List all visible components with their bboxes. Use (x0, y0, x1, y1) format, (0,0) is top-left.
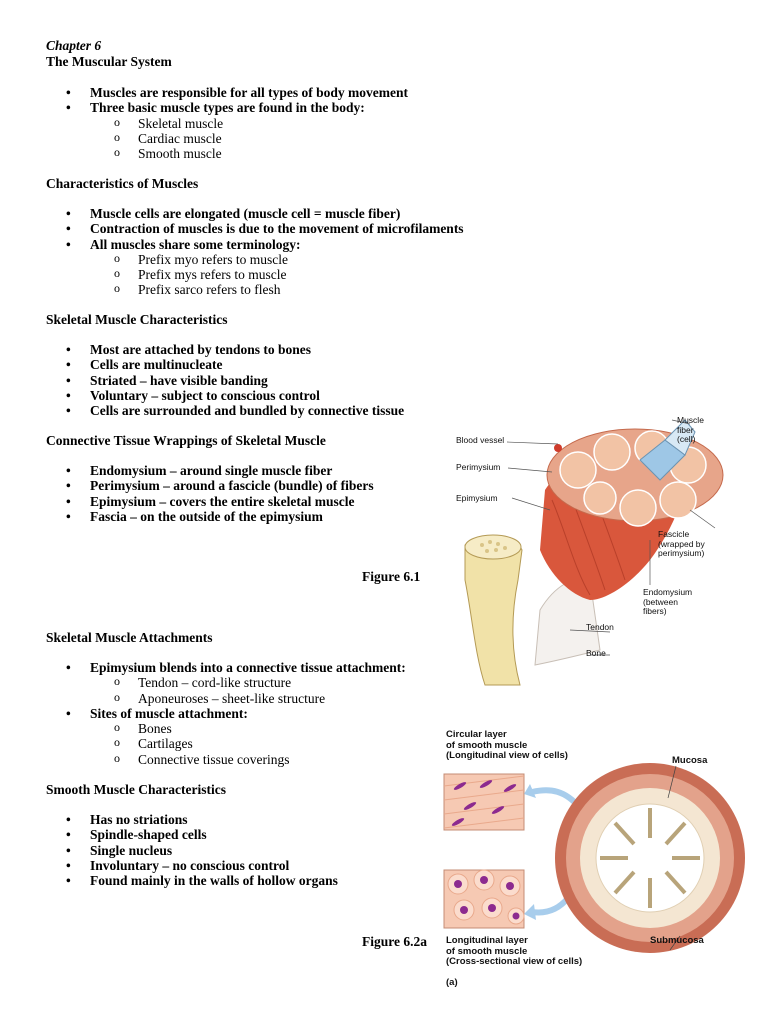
sub-list-item: o Smooth muscle (114, 146, 408, 161)
label-line: Muscle (677, 415, 704, 425)
figure-6-1 (440, 410, 760, 690)
label-panel-a: (a) (446, 977, 458, 988)
label-line: (between (643, 596, 678, 607)
list-item: • Muscles are responsible for all types of body movement (66, 85, 408, 100)
sub-list-item: o Cartilages (114, 736, 406, 751)
label-longitudinal-layer (446, 936, 582, 968)
list-item (66, 237, 464, 298)
figure-6-2a-caption: Figure 6.2a (362, 934, 427, 949)
list-item (66, 660, 406, 706)
list-item: • Cells are multinucleate (66, 357, 404, 372)
list-item-text: Epimysium blends into a connective tissue attachment: (90, 660, 406, 675)
list-item: • Found mainly in the walls of hollow organs (66, 873, 338, 888)
page-title: The Muscular System (46, 54, 172, 69)
skeletal-list (66, 342, 404, 418)
list-item (66, 706, 406, 767)
label-line: fibers) (643, 606, 667, 616)
list-item: • Fascia – on the outside of the epimysium (66, 509, 374, 524)
intro-list (66, 85, 408, 161)
list-item: • Has no striations (66, 812, 338, 827)
figure-6-1-caption: Figure 6.1 (362, 569, 421, 584)
sub-list-item: o Cardiac muscle (114, 131, 408, 146)
label-line: (Longitudinal view of cells) (446, 750, 568, 761)
list-item: • Involuntary – no conscious control (66, 858, 338, 873)
label-line: Endomysium (643, 587, 693, 597)
label-blood-vessel: Blood vessel (456, 435, 505, 445)
list-item-text: Three basic muscle types are found in the body: (90, 100, 365, 116)
list-item: • Spindle-shaped cells (66, 827, 338, 842)
section-heading-characteristics: Characteristics of Muscles (46, 176, 199, 191)
sub-list-item: o Prefix mys refers to muscle (114, 267, 464, 282)
label-line: perimysium) (658, 548, 705, 558)
label-circular-layer (446, 730, 568, 762)
list-item: • Epimysium – covers the entire skeletal muscle (66, 494, 374, 509)
label-line: Fascicle (658, 529, 690, 539)
list-item: • Cells are surrounded and bundled by connective tissue (66, 403, 404, 418)
sub-list-item: o Bones (114, 721, 406, 736)
sub-list-item: o Prefix myo refers to muscle (114, 252, 464, 267)
label-epimysium: Epimysium (456, 493, 498, 503)
attachment-sites-list (90, 721, 406, 767)
figure-6-2a (440, 728, 760, 996)
list-item: • Striated – have visible banding (66, 373, 404, 388)
list-item: • Single nucleus (66, 843, 338, 858)
chapter-label: Chapter 6 (46, 38, 102, 53)
section-heading-wrappings: Connective Tissue Wrappings of Skeletal Muscle (46, 433, 326, 448)
muscle-types-list (90, 116, 408, 162)
section-heading-smooth: Smooth Muscle Characteristics (46, 782, 226, 797)
label-bone: Bone (586, 648, 606, 658)
wrappings-list (66, 463, 374, 524)
label-line: Circular layer (446, 729, 507, 740)
section-heading-attachments: Skeletal Muscle Attachments (46, 630, 213, 645)
terminology-list (90, 252, 464, 298)
label-line: of smooth muscle (446, 739, 528, 751)
sub-list-item: o Skeletal muscle (114, 116, 408, 131)
label-line: (cell) (677, 434, 696, 444)
section-heading-skeletal: Skeletal Muscle Characteristics (46, 312, 228, 327)
smooth-list (66, 812, 338, 888)
label-submucosa: Submucosa (650, 935, 704, 946)
list-item: • Muscle cells are elongated (muscle cell = muscle fiber) (66, 206, 464, 221)
list-item (66, 100, 408, 161)
label-line: fiber (677, 424, 694, 435)
characteristics-list (66, 206, 464, 298)
label-mucosa: Mucosa (672, 755, 708, 766)
label-perimysium: Perimysium (456, 462, 501, 472)
list-item-text: All muscles share some terminology: (90, 236, 301, 252)
list-item: • Endomysium – around single muscle fiber (66, 463, 374, 478)
sub-list-item: o Connective tissue coverings (114, 752, 406, 767)
list-item: • Most are attached by tendons to bones (66, 342, 404, 357)
label-line: of smooth muscle (446, 945, 528, 957)
attachments-list (66, 660, 406, 767)
list-item: • Voluntary – subject to conscious control (66, 388, 404, 403)
label-endomysium (643, 588, 692, 617)
label-muscle-fiber (677, 416, 704, 445)
sub-list-item: o Tendon – cord-like structure (114, 675, 406, 690)
sub-list-item: o Aponeuroses – sheet-like structure (114, 691, 406, 706)
label-line: (wrapped by (658, 538, 705, 549)
label-line: (Cross-sectional view of cells) (446, 956, 583, 967)
label-tendon: Tendon (586, 622, 614, 632)
label-line: Longitudinal layer (446, 935, 528, 946)
attachment-types-list (90, 675, 406, 706)
list-item-text: Sites of muscle attachment: (90, 705, 248, 721)
list-item: • Perimysium – around a fascicle (bundle) of fibers (66, 478, 374, 493)
label-fascicle (658, 530, 705, 559)
sub-list-item: o Prefix sarco refers to flesh (114, 282, 464, 297)
list-item: • Contraction of muscles is due to the movement of microfilaments (66, 221, 464, 236)
